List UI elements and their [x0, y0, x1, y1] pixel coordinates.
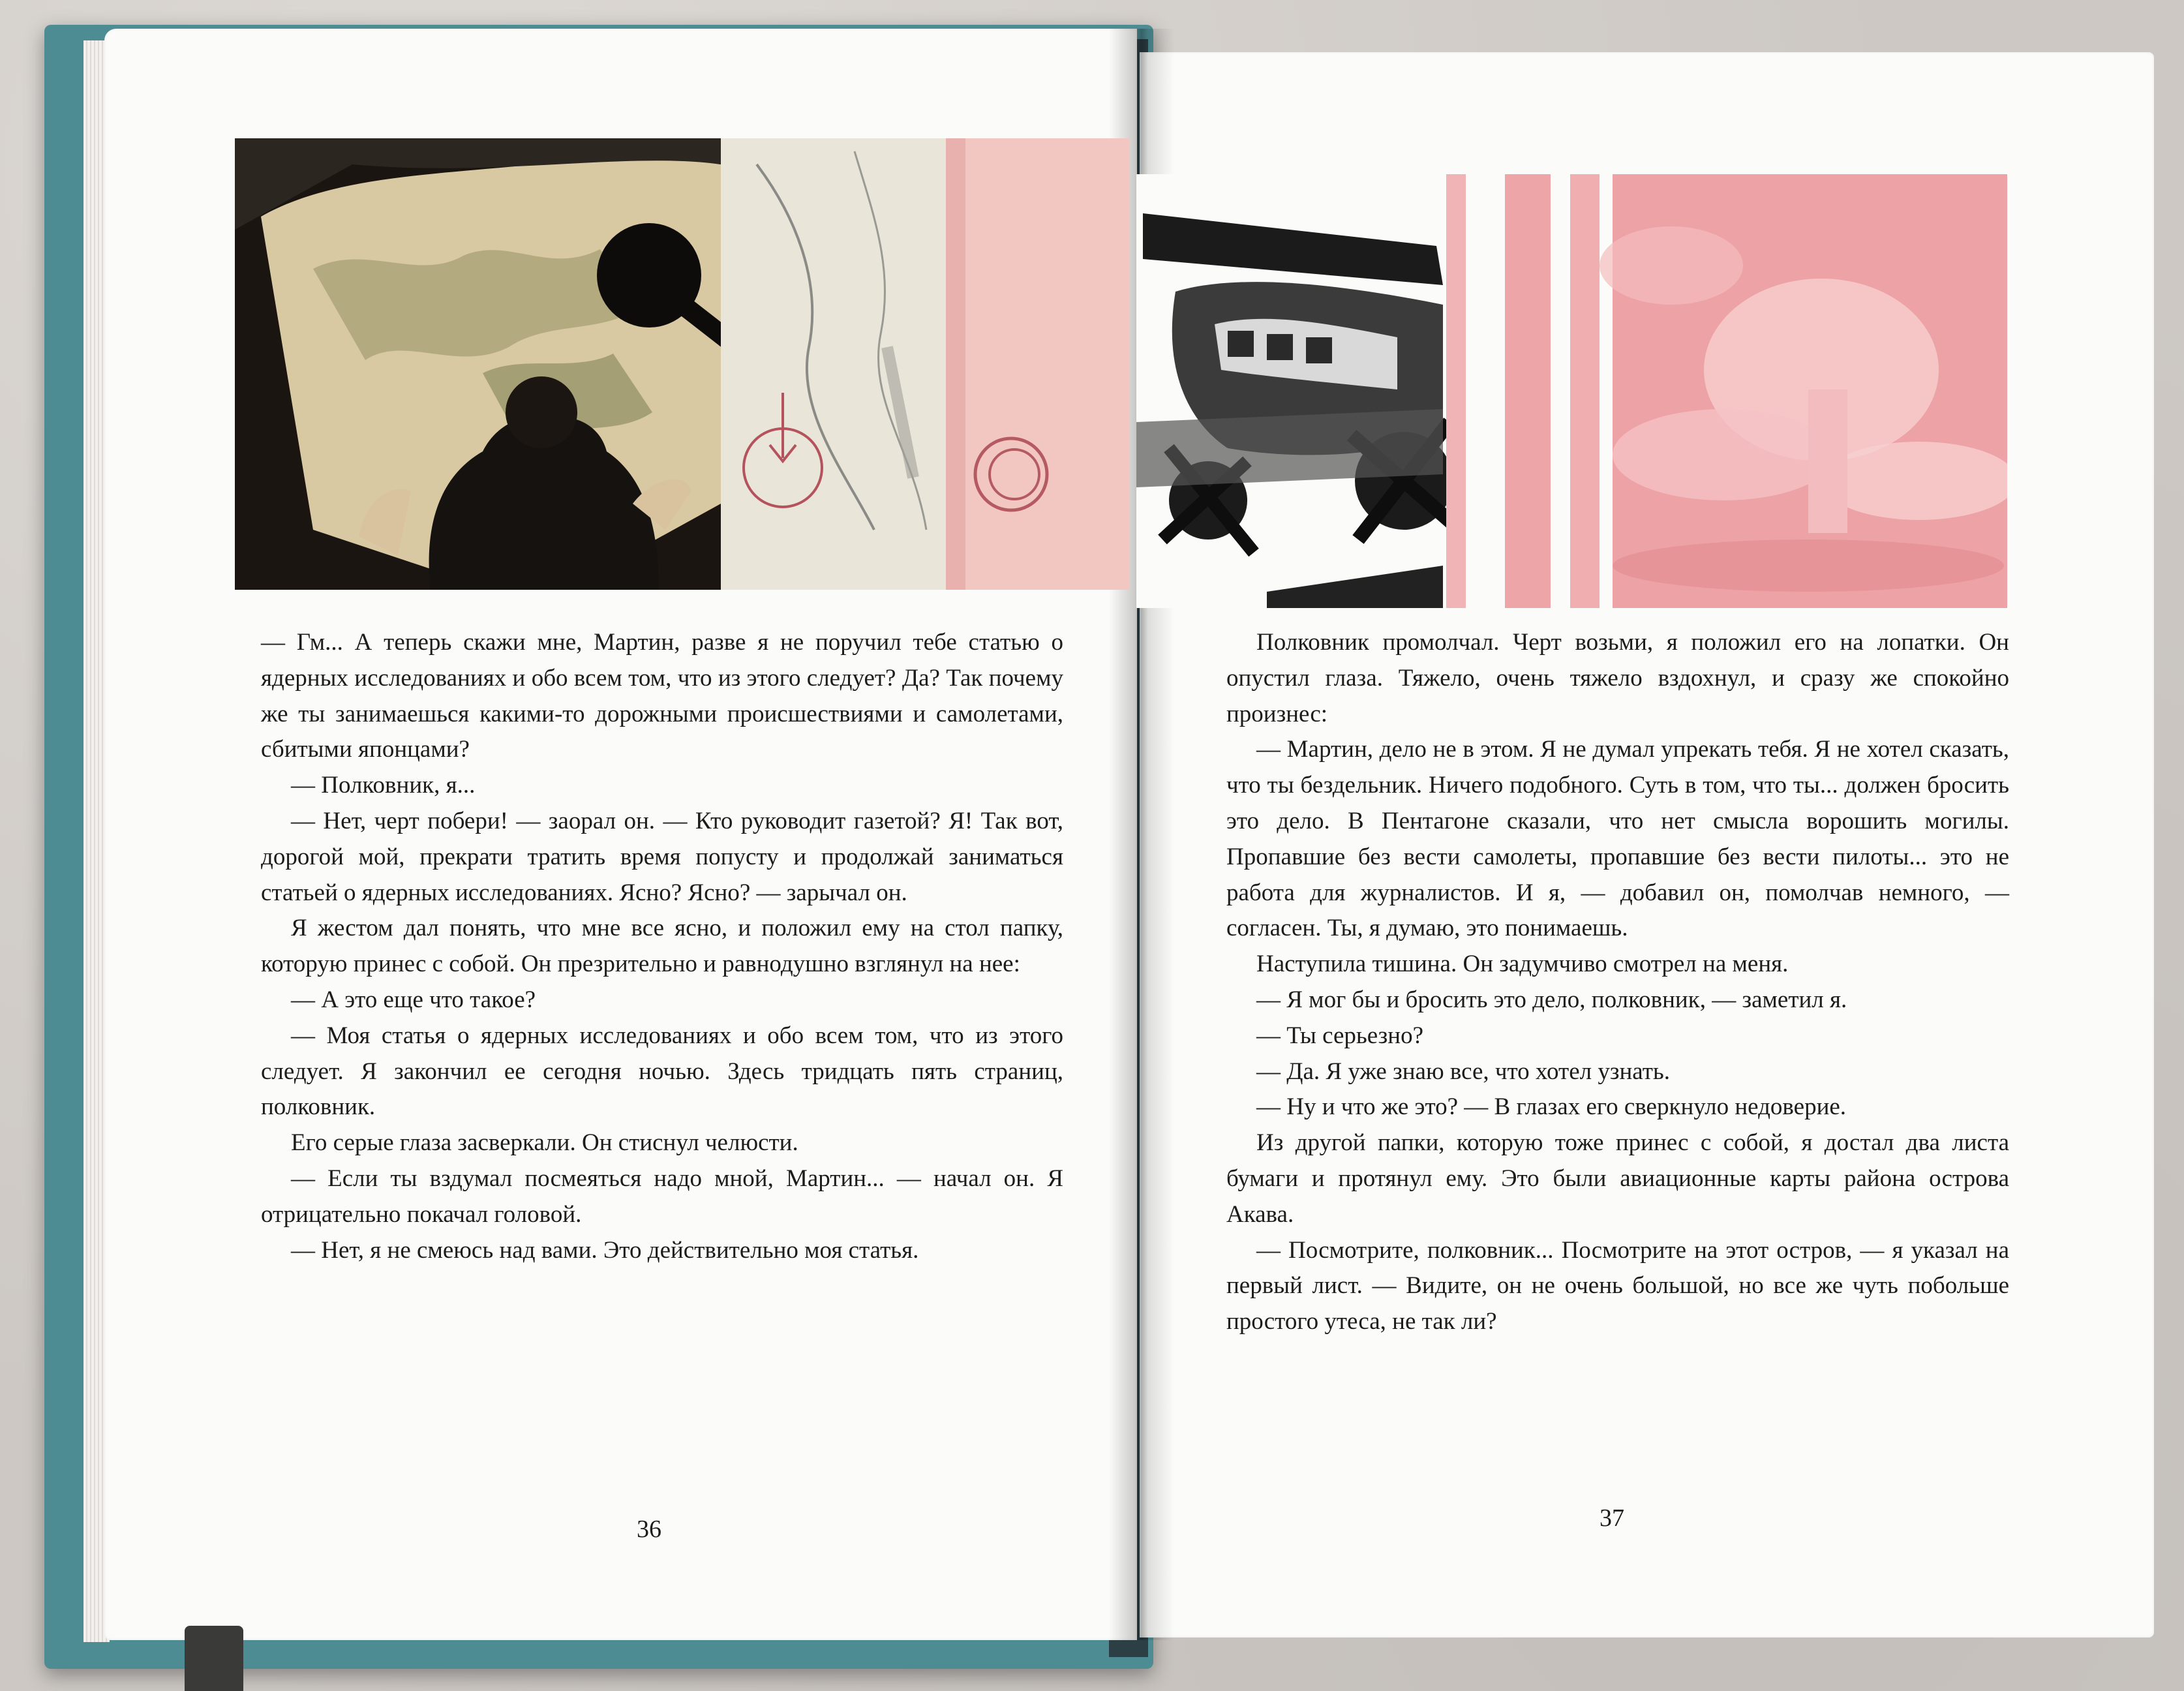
paragraph: — Мартин, дело не в этом. Я не думал упрекать тебя. Я не хотел сказать, что ты бездельник. Ничего подобного. Суть в том, что ты... должен бросить это дело. В Пентагоне сказали, что нет смысла ворошить могилы. Пропавшие без вести самолеты, пропавшие без вести пилоты... это не работа для журналистов. И я, — добавил он, помолчав немного, — согласен. Ты, я думаю, это понимаешь. [1226, 736, 2009, 942]
paragraph: — Нет, черт побери! — заорал он. — Кто руководит газетой? Я! Так вот, дорогой мой, прекрати тратить время попусту и продолжай заниматься статьей о ядерных исследованиях. Ясно? Ясно? — зарычал он. [261, 807, 1063, 906]
paragraph: — Моя статья о ядерных исследованиях и обо всем том, что из этого следует. Я закончил ее сегодня ночью. Здесь тридцать пять страниц, полковник. [261, 1022, 1063, 1121]
page-number-right: 37 [1600, 1504, 1624, 1532]
bomber-explosion-illustration [1136, 174, 2007, 608]
paragraph: Я жестом дал понять, что мне все ясно, и положил ему на стол папку, которую принес с собой. Он презрительно и равнодушно взглянул на нее: [261, 915, 1063, 978]
paragraph: Полковник промолчал. Черт возьми, я положил его на лопатки. Он опустил глаза. Тяжело, очень тяжело вздохнул, и сразу же спокойно произнес: [1226, 629, 2009, 727]
paragraph: Его серые глаза засверкали. Он стиснул челюсти. [291, 1129, 798, 1157]
paragraph: — Если ты вздумал посмеяться надо мной, Мартин... — начал он. Я отрицательно покачал головой. [261, 1165, 1063, 1228]
paragraph: — А это еще что такое? [291, 986, 536, 1013]
paragraph: — Гм... А теперь скажи мне, Мартин, разве я не поручил тебе статью о ядерных исследованиях и обо всем том, что из этого следует? Да? Так почему же ты занимаешься какими-то дорожными происшествиями и самолетами, сбитыми японцами? [261, 629, 1063, 763]
left-page-text [261, 625, 1063, 1268]
right-page-text [1226, 625, 2009, 1340]
bookmark-clip [185, 1626, 243, 1691]
map-room-illustration [235, 138, 1130, 590]
paragraph: Из другой папки, которую тоже принес с собой, я достал два листа бумаги и протянул ему. Это были авиационные карты района острова Акава. [1226, 1129, 2009, 1228]
paragraph: — Я мог бы и бросить это дело, полковник, — заметил я. [1256, 986, 1847, 1013]
paragraph: — Ты серьезно? [1256, 1022, 1424, 1049]
paragraph: — Ну и что же это? — В глазах его сверкнуло недоверие. [1256, 1093, 1847, 1121]
page-number-left: 36 [637, 1516, 661, 1543]
paragraph: Наступила тишина. Он задумчиво смотрел на меня. [1256, 951, 1789, 978]
paragraph: — Да. Я уже знаю все, что хотел узнать. [1256, 1058, 1671, 1085]
paragraph: — Посмотрите, полковник... Посмотрите на этот остров, — я указал на первый лист. — Видите, он не очень большой, но все же чуть побольше простого утеса, не так ли? [1226, 1236, 2009, 1335]
paragraph: — Полковник, я... [291, 772, 476, 799]
paragraph: — Нет, я не смеюсь над вами. Это действительно моя статья. [291, 1236, 919, 1264]
